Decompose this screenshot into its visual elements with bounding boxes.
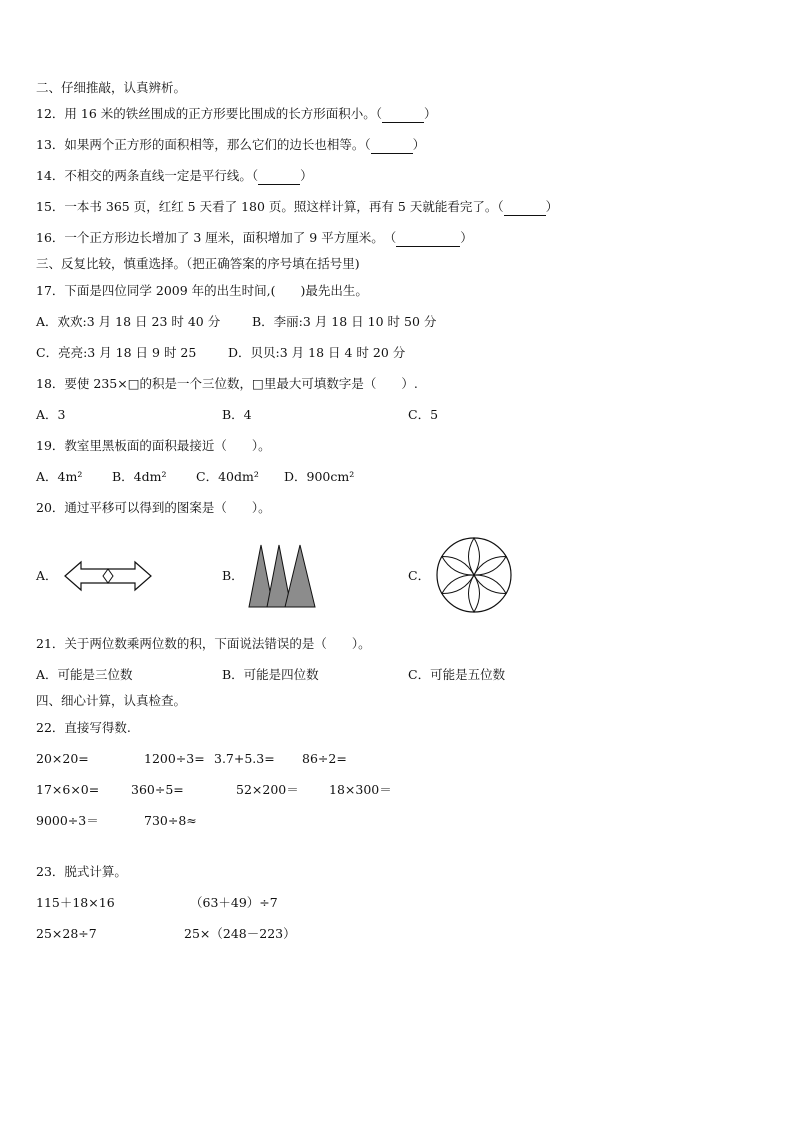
question-14-text: 14．不相交的两条直线一定是平行线。（ <box>36 168 259 183</box>
question-20-option-c[interactable]: C． <box>408 568 431 583</box>
question-12-close: ） <box>424 106 437 121</box>
calc-item: 18×300＝ <box>329 782 392 797</box>
question-18-option-a[interactable]: A．3 <box>36 407 66 422</box>
question-23-stem: 23．脱式计算。 <box>36 864 127 879</box>
question-12 <box>36 106 437 123</box>
question-20-option-a[interactable]: A． <box>36 568 58 583</box>
answer-blank-16[interactable] <box>396 230 460 247</box>
question-16-close: ） <box>460 230 473 245</box>
calc-item: 1200÷3= <box>144 751 205 766</box>
question-19-stem: 19．教室里黑板面的面积最接近（ ）。 <box>36 438 271 453</box>
calc-item: 115＋18×16 <box>36 895 115 910</box>
section-4-heading: 四、细心计算，认真检查。 <box>36 693 187 708</box>
question-21-stem: 21．关于两位数乘两位数的积，下面说法错误的是（ ）。 <box>36 636 371 651</box>
question-17-option-b[interactable]: B．李丽:3 月 18 日 10 时 50 分 <box>252 314 437 329</box>
double-arrow-figure <box>64 560 152 592</box>
question-14 <box>36 168 313 185</box>
question-14-close: ） <box>300 168 313 183</box>
question-19-option-a[interactable]: A．4m² <box>36 469 83 484</box>
question-17-option-c[interactable]: C．亮亮:3 月 18 日 9 时 25 <box>36 345 197 360</box>
question-21-option-a[interactable]: A．可能是三位数 <box>36 667 133 682</box>
question-17-option-d[interactable]: D．贝贝:3 月 18 日 4 时 20 分 <box>228 345 406 360</box>
section-2-heading: 二、仔细推敲，认真辨析。 <box>36 80 187 95</box>
answer-blank-14[interactable] <box>258 168 300 185</box>
calc-item: 360÷5= <box>131 782 184 797</box>
calc-item: （63＋49）÷7 <box>190 895 278 910</box>
question-12-text: 12．用 16 米的铁丝围成的正方形要比围成的长方形面积小。（ <box>36 106 383 121</box>
question-17-stem: 17．下面是四位同学 2009 年的出生时间,( )最先出生。 <box>36 283 368 298</box>
question-13 <box>36 137 425 154</box>
question-20-option-b[interactable]: B． <box>222 568 244 583</box>
calc-item: 3.7+5.3= <box>214 751 275 766</box>
question-15 <box>36 199 558 216</box>
question-18-option-c[interactable]: C．5 <box>408 407 439 422</box>
question-22-stem: 22．直接写得数. <box>36 720 131 735</box>
answer-blank-15[interactable] <box>504 199 546 216</box>
question-19-option-b[interactable]: B．4dm² <box>112 469 167 484</box>
question-21-option-b[interactable]: B．可能是四位数 <box>222 667 319 682</box>
triangles-figure <box>248 542 316 608</box>
answer-blank-13[interactable] <box>371 137 413 154</box>
calc-item: 17×6×0= <box>36 782 100 797</box>
calc-item: 9000÷3＝ <box>36 813 99 828</box>
question-17-option-a[interactable]: A．欢欢:3 月 18 日 23 时 40 分 <box>36 314 221 329</box>
question-16 <box>36 230 473 247</box>
question-19-option-c[interactable]: C．40dm² <box>196 469 259 484</box>
question-13-text: 13．如果两个正方形的面积相等，那么它们的边长也相等。（ <box>36 137 371 152</box>
question-21-option-c[interactable]: C．可能是五位数 <box>408 667 506 682</box>
question-18-stem: 18．要使 235×□的积是一个三位数，□里最大可填数字是（ ）. <box>36 376 418 391</box>
question-19-option-d[interactable]: D．900cm² <box>284 469 355 484</box>
calc-item: 86÷2= <box>302 751 347 766</box>
calc-item: 730÷8≈ <box>144 813 197 828</box>
calc-item: 52×200＝ <box>236 782 299 797</box>
question-16-text: 16．一个正方形边长增加了 3 厘米，面积增加了 9 平方厘米。 （ <box>36 230 397 245</box>
calc-item: 20×20= <box>36 751 89 766</box>
question-13-close: ） <box>412 137 426 152</box>
flower-circle-figure <box>435 536 513 614</box>
question-15-text: 15．一本书 365 页，红红 5 天看了 180 页。照这样计算，再有 5 天就能看完了。（ <box>36 199 504 214</box>
calc-item: 25×（248－223） <box>184 926 296 941</box>
question-18-option-b[interactable]: B．4 <box>222 407 252 422</box>
answer-blank-12[interactable] <box>382 106 424 123</box>
question-20-stem: 20．通过平移可以得到的图案是（ ）。 <box>36 500 271 515</box>
calc-item: 25×28÷7 <box>36 926 97 941</box>
section-3-heading: 三、反复比较，慎重选择。（把正确答案的序号填在括号里) <box>36 256 360 271</box>
question-15-close: ） <box>545 199 559 214</box>
